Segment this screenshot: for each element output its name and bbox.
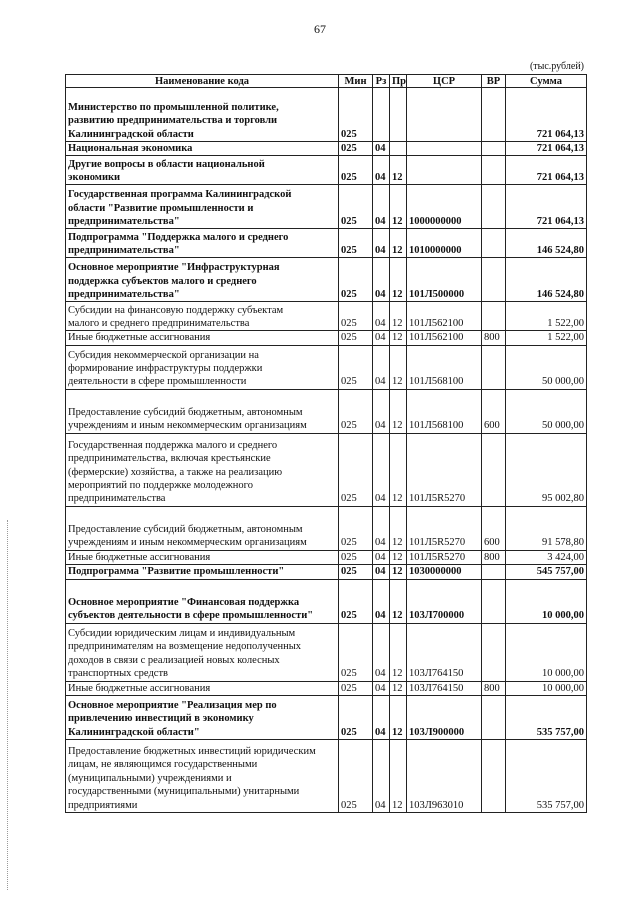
row-name-cell: Иные бюджетные ассигнования bbox=[66, 550, 339, 564]
table-row bbox=[66, 229, 587, 258]
row-vr-cell bbox=[482, 142, 506, 156]
row-rz-cell: 04 bbox=[373, 258, 390, 302]
row-vr-cell: 600 bbox=[482, 389, 506, 433]
row-pr-cell bbox=[390, 88, 407, 142]
table-row bbox=[66, 345, 587, 389]
row-name-cell: Предоставление бюджетных инвестиций юридическим лицам, не являющимся государственными (муниципальными) учреждениями и государственными (муниципальными) унитарными предприятиями bbox=[66, 740, 339, 813]
row-min-cell: 025 bbox=[339, 185, 373, 229]
row-pr-cell: 12 bbox=[390, 229, 407, 258]
row-csr-cell: 1030000000 bbox=[407, 565, 482, 579]
header-csr: ЦСР bbox=[407, 75, 482, 88]
row-sum-cell: 91 578,80 bbox=[506, 506, 587, 550]
row-csr-cell: 103Л764150 bbox=[407, 681, 482, 695]
row-pr-cell: 12 bbox=[390, 696, 407, 740]
row-pr-cell: 12 bbox=[390, 345, 407, 389]
row-min-cell: 025 bbox=[339, 345, 373, 389]
row-sum-cell: 50 000,00 bbox=[506, 389, 587, 433]
row-min-cell: 025 bbox=[339, 506, 373, 550]
row-rz-cell: 04 bbox=[373, 331, 390, 345]
row-vr-cell bbox=[482, 156, 506, 185]
row-name-cell: Субсидии юридическим лицам и индивидуальным предпринимателям на возмещение недополученных доходов в связи с реализацией новых колесных транспортных средств bbox=[66, 623, 339, 681]
table-row bbox=[66, 623, 587, 681]
row-name-cell: Основное мероприятие "Реализация мер по привлечению инвестиций в экономику Калининградской области" bbox=[66, 696, 339, 740]
row-rz-cell: 04 bbox=[373, 345, 390, 389]
table-row bbox=[66, 433, 587, 506]
table-row bbox=[66, 156, 587, 185]
row-vr-cell bbox=[482, 623, 506, 681]
row-name-cell: Основное мероприятие "Финансовая поддержка субъектов деятельности в сфере промышленности" bbox=[66, 579, 339, 623]
row-vr-cell: 800 bbox=[482, 331, 506, 345]
table-row bbox=[66, 258, 587, 302]
row-csr-cell: 103Л900000 bbox=[407, 696, 482, 740]
row-sum-cell: 1 522,00 bbox=[506, 302, 587, 331]
row-sum-cell: 146 524,80 bbox=[506, 229, 587, 258]
row-rz-cell: 04 bbox=[373, 681, 390, 695]
row-rz-cell: 04 bbox=[373, 229, 390, 258]
row-name-cell: Подпрограмма "Развитие промышленности" bbox=[66, 565, 339, 579]
row-rz-cell: 04 bbox=[373, 623, 390, 681]
row-sum-cell: 721 064,13 bbox=[506, 142, 587, 156]
row-rz-cell: 04 bbox=[373, 550, 390, 564]
row-csr-cell: 1000000000 bbox=[407, 185, 482, 229]
table-row bbox=[66, 302, 587, 331]
table-header-row bbox=[66, 75, 587, 88]
row-name-cell: Иные бюджетные ассигнования bbox=[66, 331, 339, 345]
row-sum-cell: 535 757,00 bbox=[506, 696, 587, 740]
row-min-cell: 025 bbox=[339, 433, 373, 506]
row-sum-cell: 146 524,80 bbox=[506, 258, 587, 302]
row-min-cell: 025 bbox=[339, 88, 373, 142]
row-pr-cell: 12 bbox=[390, 740, 407, 813]
row-csr-cell bbox=[407, 156, 482, 185]
row-csr-cell: 101Л500000 bbox=[407, 258, 482, 302]
row-vr-cell: 800 bbox=[482, 681, 506, 695]
row-sum-cell: 721 064,13 bbox=[506, 185, 587, 229]
table-row bbox=[66, 389, 587, 433]
row-csr-cell: 101Л562100 bbox=[407, 331, 482, 345]
row-csr-cell: 103Л700000 bbox=[407, 579, 482, 623]
header-min: Мин bbox=[339, 75, 373, 88]
row-pr-cell: 12 bbox=[390, 433, 407, 506]
row-rz-cell: 04 bbox=[373, 696, 390, 740]
row-name-cell: Иные бюджетные ассигнования bbox=[66, 681, 339, 695]
row-csr-cell: 101Л5R5270 bbox=[407, 506, 482, 550]
row-min-cell: 025 bbox=[339, 156, 373, 185]
row-name-cell: Подпрограмма "Поддержка малого и среднего предпринимательства" bbox=[66, 229, 339, 258]
row-sum-cell: 721 064,13 bbox=[506, 156, 587, 185]
row-rz-cell: 04 bbox=[373, 389, 390, 433]
row-rz-cell: 04 bbox=[373, 579, 390, 623]
row-name-cell: Министерство по промышленной политике, развитию предпринимательства и торговли Калининградской области bbox=[66, 88, 339, 142]
row-vr-cell: 800 bbox=[482, 550, 506, 564]
row-name-cell: Основное мероприятие "Инфраструктурная поддержка субъектов малого и среднего предпринимательства" bbox=[66, 258, 339, 302]
table-body bbox=[66, 88, 587, 813]
row-sum-cell: 545 757,00 bbox=[506, 565, 587, 579]
row-min-cell: 025 bbox=[339, 550, 373, 564]
table-row bbox=[66, 88, 587, 142]
header-vr: ВР bbox=[482, 75, 506, 88]
row-pr-cell: 12 bbox=[390, 550, 407, 564]
header-pr: Пр bbox=[390, 75, 407, 88]
row-name-cell: Предоставление субсидий бюджетным, автономным учреждениям и иным некоммерческим организациям bbox=[66, 506, 339, 550]
row-pr-cell: 12 bbox=[390, 506, 407, 550]
row-rz-cell: 04 bbox=[373, 142, 390, 156]
row-csr-cell: 1010000000 bbox=[407, 229, 482, 258]
row-min-cell: 025 bbox=[339, 389, 373, 433]
row-rz-cell: 04 bbox=[373, 506, 390, 550]
binding-margin-marks bbox=[7, 520, 10, 890]
row-csr-cell: 101Л5R5270 bbox=[407, 433, 482, 506]
row-pr-cell: 12 bbox=[390, 156, 407, 185]
row-rz-cell: 04 bbox=[373, 156, 390, 185]
row-min-cell: 025 bbox=[339, 740, 373, 813]
row-rz-cell: 04 bbox=[373, 185, 390, 229]
page-number: 67 bbox=[314, 22, 326, 36]
row-pr-cell: 12 bbox=[390, 565, 407, 579]
budget-table bbox=[65, 74, 587, 813]
row-min-cell: 025 bbox=[339, 142, 373, 156]
row-name-cell: Другие вопросы в области национальной экономики bbox=[66, 156, 339, 185]
row-csr-cell: 101Л5R5270 bbox=[407, 550, 482, 564]
row-pr-cell: 12 bbox=[390, 389, 407, 433]
table-row bbox=[66, 506, 587, 550]
row-csr-cell: 101Л568100 bbox=[407, 345, 482, 389]
row-min-cell: 025 bbox=[339, 681, 373, 695]
row-min-cell: 025 bbox=[339, 331, 373, 345]
row-pr-cell: 12 bbox=[390, 681, 407, 695]
row-rz-cell: 04 bbox=[373, 302, 390, 331]
row-rz-cell: 04 bbox=[373, 740, 390, 813]
row-pr-cell: 12 bbox=[390, 579, 407, 623]
row-pr-cell: 12 bbox=[390, 623, 407, 681]
row-vr-cell bbox=[482, 696, 506, 740]
table-row bbox=[66, 681, 587, 695]
row-pr-cell: 12 bbox=[390, 258, 407, 302]
row-min-cell: 025 bbox=[339, 696, 373, 740]
row-sum-cell: 10 000,00 bbox=[506, 623, 587, 681]
row-rz-cell: 04 bbox=[373, 565, 390, 579]
row-pr-cell bbox=[390, 142, 407, 156]
units-label: (тыс.рублей) bbox=[529, 61, 584, 72]
table-row bbox=[66, 142, 587, 156]
row-vr-cell bbox=[482, 258, 506, 302]
row-pr-cell: 12 bbox=[390, 331, 407, 345]
row-csr-cell: 103Л764150 bbox=[407, 623, 482, 681]
row-min-cell: 025 bbox=[339, 579, 373, 623]
row-csr-cell bbox=[407, 142, 482, 156]
row-vr-cell bbox=[482, 229, 506, 258]
row-csr-cell bbox=[407, 88, 482, 142]
row-min-cell: 025 bbox=[339, 229, 373, 258]
row-min-cell: 025 bbox=[339, 258, 373, 302]
row-name-cell: Субсидии на финансовую поддержку субъектам малого и среднего предпринимательства bbox=[66, 302, 339, 331]
row-csr-cell: 101Л568100 bbox=[407, 389, 482, 433]
row-vr-cell bbox=[482, 88, 506, 142]
row-name-cell: Предоставление субсидий бюджетным, автономным учреждениям и иным некоммерческим организациям bbox=[66, 389, 339, 433]
row-sum-cell: 95 002,80 bbox=[506, 433, 587, 506]
row-csr-cell: 101Л562100 bbox=[407, 302, 482, 331]
row-vr-cell bbox=[482, 302, 506, 331]
row-name-cell: Государственная программа Калининградской области "Развитие промышленности и предпринимательства" bbox=[66, 185, 339, 229]
table-row bbox=[66, 565, 587, 579]
table-row bbox=[66, 696, 587, 740]
row-pr-cell: 12 bbox=[390, 185, 407, 229]
row-min-cell: 025 bbox=[339, 302, 373, 331]
row-sum-cell: 10 000,00 bbox=[506, 579, 587, 623]
row-name-cell: Национальная экономика bbox=[66, 142, 339, 156]
row-min-cell: 025 bbox=[339, 565, 373, 579]
row-vr-cell bbox=[482, 345, 506, 389]
row-sum-cell: 1 522,00 bbox=[506, 331, 587, 345]
row-rz-cell: 04 bbox=[373, 433, 390, 506]
row-vr-cell bbox=[482, 565, 506, 579]
table-row bbox=[66, 579, 587, 623]
row-vr-cell bbox=[482, 185, 506, 229]
row-name-cell: Субсидия некоммерческой организации на формирование инфраструктуры поддержки деятельности в сфере промышленности bbox=[66, 345, 339, 389]
row-sum-cell: 10 000,00 bbox=[506, 681, 587, 695]
table-row bbox=[66, 550, 587, 564]
row-min-cell: 025 bbox=[339, 623, 373, 681]
row-sum-cell: 721 064,13 bbox=[506, 88, 587, 142]
row-vr-cell bbox=[482, 433, 506, 506]
row-csr-cell: 103Л963010 bbox=[407, 740, 482, 813]
row-name-cell: Государственная поддержка малого и среднего предпринимательства, включая крестьянские (фермерские) хозяйства, а также на реализацию мероприятий по поддержке молодежного предпринимательства bbox=[66, 433, 339, 506]
row-vr-cell: 600 bbox=[482, 506, 506, 550]
table-row bbox=[66, 331, 587, 345]
row-vr-cell bbox=[482, 579, 506, 623]
row-pr-cell: 12 bbox=[390, 302, 407, 331]
row-sum-cell: 50 000,00 bbox=[506, 345, 587, 389]
header-name: Наименование кода bbox=[66, 75, 339, 88]
row-vr-cell bbox=[482, 740, 506, 813]
table-row bbox=[66, 185, 587, 229]
header-rz: Рз bbox=[373, 75, 390, 88]
row-rz-cell bbox=[373, 88, 390, 142]
table-row bbox=[66, 740, 587, 813]
row-sum-cell: 535 757,00 bbox=[506, 740, 587, 813]
row-sum-cell: 3 424,00 bbox=[506, 550, 587, 564]
header-sum: Сумма bbox=[506, 75, 587, 88]
